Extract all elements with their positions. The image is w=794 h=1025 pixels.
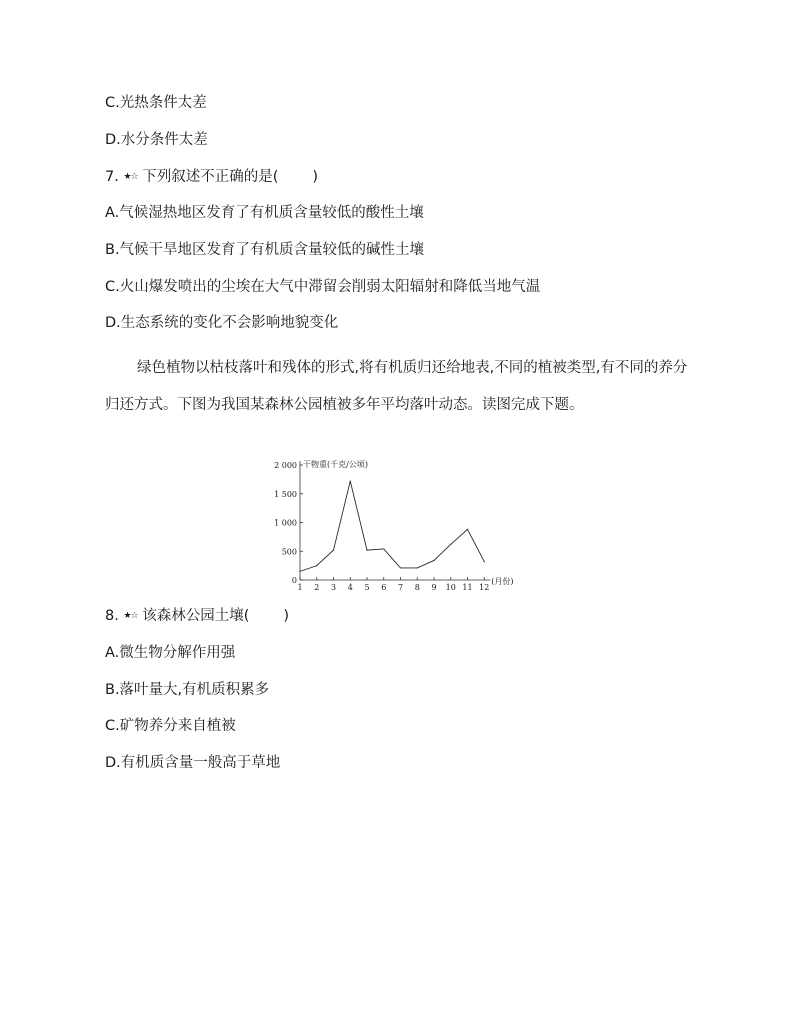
difficulty-stars: ★☆: [123, 172, 138, 182]
x-tick-label: 3: [330, 583, 337, 592]
question-6-option-c: C.光热条件太差: [105, 95, 207, 111]
x-tick-label: 7: [397, 583, 404, 592]
question-7-option-c: C.火山爆发喷出的尘埃在大气中滞留会削弱太阳辐射和降低当地气温: [105, 279, 541, 295]
question-text: 该森林公园土壤: [142, 608, 244, 624]
x-tick-label: 1: [297, 583, 303, 592]
x-tick-label: 6: [381, 583, 387, 592]
x-axis-label: (月份): [491, 577, 514, 586]
question-7-option-a: A.气候湿热地区发育了有机质含量较低的酸性土壤: [105, 205, 424, 221]
y-tick-label: 500: [281, 547, 297, 557]
x-tick-label: 4: [347, 583, 353, 592]
question-number: 7.: [105, 169, 119, 185]
question-8-option-c: C.矿物养分来自植被: [105, 718, 236, 734]
data-point: [316, 565, 317, 566]
answer-paren-close: ): [283, 608, 290, 624]
data-point: [299, 571, 300, 572]
x-tick-label: 2: [314, 583, 320, 592]
data-point: [484, 561, 485, 562]
x-tick-label: 9: [431, 583, 437, 592]
litterfall-line-chart: [258, 452, 528, 596]
question-7-option-b: B.气候干旱地区发育了有机质含量较低的碱性土壤: [105, 242, 425, 258]
data-point: [450, 544, 451, 545]
x-tick-label: 10: [445, 583, 456, 592]
data-point: [433, 560, 434, 561]
data-point: [400, 567, 401, 568]
y-tick-label: 1 500: [274, 489, 297, 499]
answer-paren-open: (: [272, 169, 279, 185]
reading-passage: 绿色植物以枯枝落叶和残体的形式,将有机质归还给地表,不同的植被类型,有不同的养分归还方式。下图为我国某森林公园植被多年平均落叶动态。读图完成下题。: [105, 360, 688, 413]
question-8-option-b: B.落叶量大,有机质积累多: [105, 682, 270, 698]
y-tick-label: 0: [291, 576, 297, 585]
chart-plot-area: [274, 459, 513, 592]
difficulty-stars: ★☆: [123, 611, 138, 621]
answer-paren-open: (: [243, 608, 250, 624]
data-point: [350, 481, 351, 482]
data-point: [366, 550, 367, 551]
question-8-option-d: D.有机质含量一般高于草地: [105, 755, 281, 771]
question-7-stem: [105, 167, 318, 187]
x-tick-label: 8: [414, 583, 420, 592]
series-line: [300, 481, 484, 571]
question-8-option-a: A.微生物分解作用强: [105, 645, 236, 661]
question-7-option-d: D.生态系统的变化不会影响地貌变化: [105, 315, 339, 331]
y-axis-label: 干物重(千克/公顷): [303, 460, 368, 469]
data-point: [467, 529, 468, 530]
x-tick-label: 5: [364, 583, 370, 592]
x-tick-label: 11: [462, 583, 473, 592]
data-point: [383, 548, 384, 549]
question-6-option-d: D.水分条件太差: [105, 132, 208, 148]
question-text: 下列叙述不正确的是: [142, 169, 273, 185]
answer-paren-close: ): [312, 169, 319, 185]
data-point: [417, 567, 418, 568]
x-tick-label: 12: [479, 583, 490, 592]
question-8-stem: [105, 606, 289, 626]
y-tick-label: 2 000: [274, 461, 297, 470]
data-point: [333, 550, 334, 551]
y-tick-label: 1 000: [274, 518, 297, 528]
question-number: 8.: [105, 608, 119, 624]
